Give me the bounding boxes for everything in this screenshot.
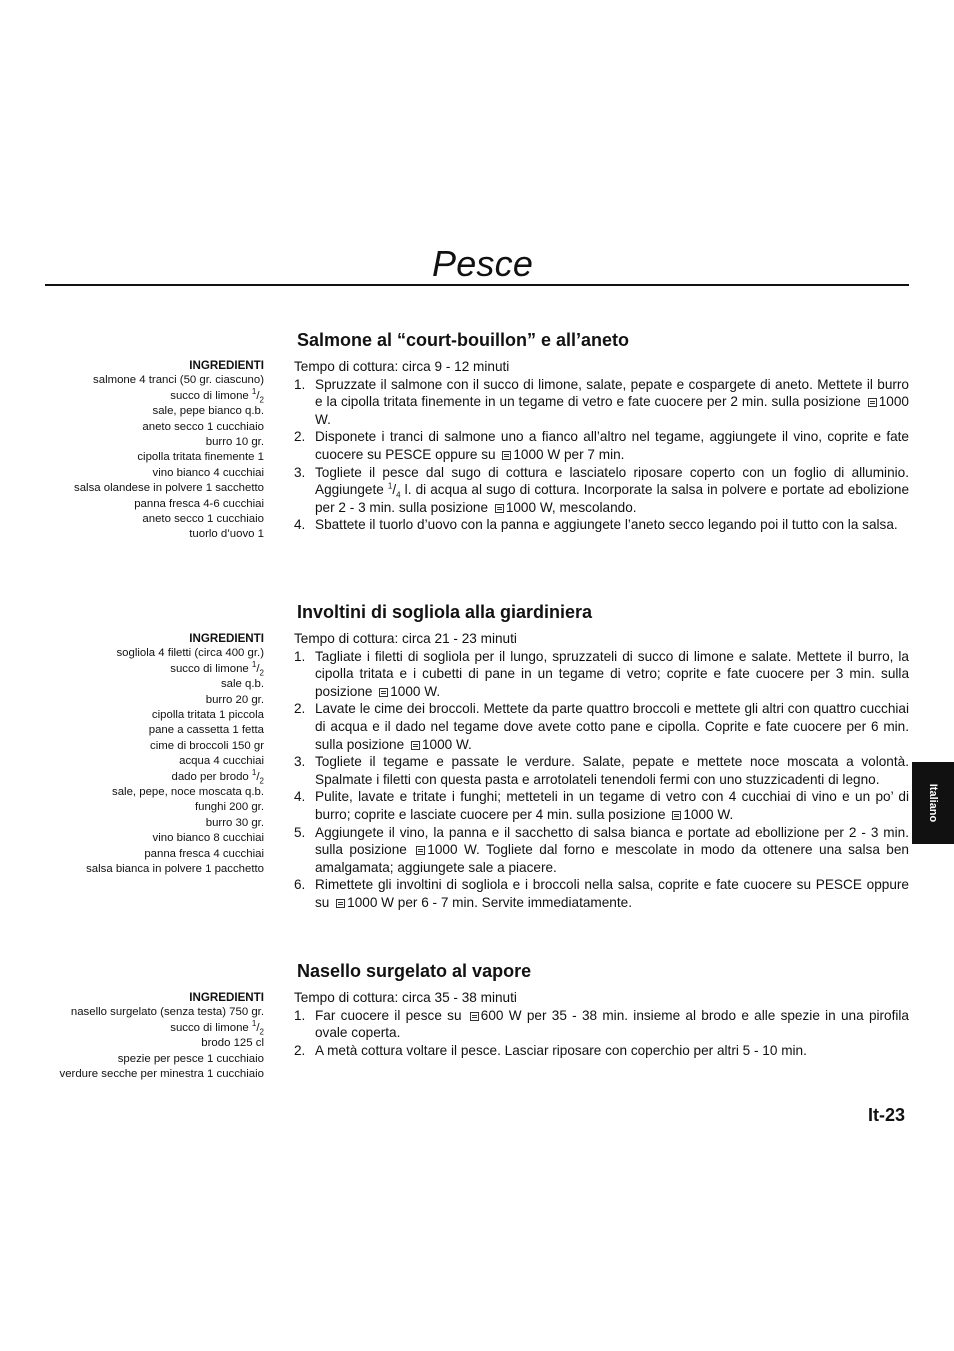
microwave-power-icon bbox=[336, 899, 345, 908]
ingredient-item: sale q.b. bbox=[220, 678, 264, 691]
ingredient-item: succo di limone $^1/_2$ bbox=[170, 1019, 264, 1037]
fraction: $^1/_2$ bbox=[251, 660, 264, 678]
ingredients-nasello bbox=[24, 990, 264, 1082]
microwave-power-icon bbox=[868, 398, 877, 407]
step-number: 1. bbox=[294, 376, 306, 392]
step-item: 1. Far cuocere il pesce su 600 W per 35 - 38 min. insieme al brodo e alle spezie in una pirofila ovale coperta. bbox=[294, 1007, 909, 1041]
ingredient-item: sale, pepe, noce moscata q.b. bbox=[112, 786, 264, 799]
step-item: 1. Tagliate i filetti di sogliola per il lungo, spruzzateli di succo di limone e salate. Mettete il burro, la cipolla tritata e i cubetti di pane in un tegame di vetro; coprite e fate cuocere per 3 min. sulla posizione 1000 W. bbox=[294, 648, 909, 699]
ingredient-item: salsa bianca in polvere 1 pacchetto bbox=[86, 863, 264, 876]
step-item: 5. Aggiungete il vino, la panna e il sacchetto di salsa bianca e portate ad ebollizione per 2 - 3 min. sulla posizione 1000 W. Togliete dal forno e mescolate in modo da ottenere una salsa ben amalgamata; aggiungete sale a piacere. bbox=[294, 824, 909, 875]
microwave-power-icon bbox=[416, 846, 425, 855]
ingredient-item: cipolla tritata finemente 1 bbox=[137, 451, 264, 464]
step-item: 6. Rimettete gli involtini di sogliola e i broccoli nella salsa, coprite e fate cuocere su PESCE oppure su 1000 W per 6 - 7 min. Servite immediatamente. bbox=[294, 877, 909, 910]
step-number: 2. bbox=[294, 1042, 306, 1058]
ingredient-item: verdure secche per minestra 1 cucchiaio bbox=[59, 1068, 264, 1081]
ingredients-heading: INGREDIENTI bbox=[189, 991, 264, 1004]
language-tab-label: Italiano bbox=[927, 783, 939, 823]
ingredient-item: salmone 4 tranci (50 gr. ciascuno) bbox=[93, 374, 264, 387]
ingredient-item: burro 30 gr. bbox=[205, 816, 264, 829]
microwave-power-icon bbox=[672, 811, 681, 820]
step-item: 4. Pulite, lavate e tritate i funghi; metteteli in un tegame di vetro con 4 cucchiai di vino e un po’ di burro; coprite e lasciate cuocere per 4 min. sulla posizione 1000 W. bbox=[294, 789, 909, 822]
steps-list bbox=[294, 1007, 909, 1060]
ingredient-item: vino bianco 8 cucchiai bbox=[152, 832, 264, 845]
ingredient-item: spezie per pesce 1 cucchiaio bbox=[117, 1052, 264, 1065]
microwave-power-icon bbox=[502, 451, 511, 460]
recipe-body-salmone bbox=[294, 358, 909, 534]
fraction: $^1/_2$ bbox=[251, 1019, 264, 1037]
recipe-title-salmone: Salmone al “court-bouillon” e all’aneto bbox=[297, 330, 630, 350]
ingredients-salmone bbox=[24, 358, 264, 543]
ingredient-item: burro 20 gr. bbox=[205, 693, 264, 706]
microwave-power-icon bbox=[470, 1012, 479, 1021]
cooking-time: Tempo di cottura: circa 21 - 23 minuti bbox=[294, 631, 517, 646]
ingredient-item: brodo 125 cl bbox=[201, 1037, 264, 1050]
fraction: $^1/_4$ bbox=[387, 481, 401, 500]
step-number: 1. bbox=[294, 1007, 306, 1023]
ingredient-item: sale, pepe bianco q.b. bbox=[152, 405, 264, 418]
recipe-body-sogliola bbox=[294, 630, 909, 912]
microwave-power-icon bbox=[379, 688, 388, 697]
step-number: 5. bbox=[294, 824, 306, 840]
recipe-body-nasello bbox=[294, 989, 909, 1059]
ingredient-item: aneto secco 1 cucchiaio bbox=[142, 420, 264, 433]
step-number: 3. bbox=[294, 754, 306, 770]
ingredients-heading: INGREDIENTI bbox=[189, 632, 264, 645]
page-title: Pesce bbox=[432, 243, 534, 284]
title-rule bbox=[45, 284, 909, 286]
step-number: 1. bbox=[294, 648, 306, 664]
fraction: $^1/_2$ bbox=[251, 387, 264, 405]
steps-list bbox=[294, 648, 909, 912]
microwave-power-icon bbox=[495, 504, 504, 513]
ingredient-item: aneto secco 1 cucchiaio bbox=[142, 513, 264, 526]
step-item: 3. Togliete il pesce dal sugo di cottura e lasciatelo riposare coperto con un foglio di alluminio. Aggiungete $^1/_4$ l. di acqua al sugo di cottura. Incorporate la salsa in polvere e portate ad ebolizione per 2 - 3 min. sulla posizione 1000 W, mescolando. bbox=[294, 464, 910, 515]
recipe-title-sogliola: Involtini di sogliola alla giardiniera bbox=[297, 602, 593, 622]
ingredients-heading: INGREDIENTI bbox=[189, 359, 264, 372]
ingredient-item: panna fresca 4 cucchiai bbox=[144, 847, 264, 860]
language-tab bbox=[912, 762, 954, 844]
fraction: $^1/_2$ bbox=[251, 767, 264, 785]
ingredient-item: cipolla tritata 1 piccola bbox=[151, 709, 264, 722]
microwave-power-icon bbox=[411, 741, 420, 750]
step-item: 4. Sbattete il tuorlo d’uovo con la panna e aggiungete l’aneto secco legando poi il tutto con la salsa. bbox=[294, 517, 898, 533]
step-number: 2. bbox=[294, 429, 306, 445]
step-item: 1. Spruzzate il salmone con il succo di limone, salate, pepate e cospargete di aneto. Mettete il burro e la cipolla tritata finemente in un tegame di vetro e fate cuocere per 2 min. sulla posizione 1000 W. bbox=[294, 376, 909, 427]
step-item: 2. Disponete i tranci di salmone uno a fianco all’altro nel tegame, aggiungete il vino, coprite e fate cuocere su PESCE oppure su 1000 W per 7 min. bbox=[294, 429, 909, 462]
ingredient-item: succo di limone $^1/_2$ bbox=[170, 387, 264, 405]
step-number: 6. bbox=[294, 877, 306, 893]
ingredients-list bbox=[24, 373, 264, 542]
cooking-time: Tempo di cottura: circa 9 - 12 minuti bbox=[294, 359, 510, 374]
ingredients-list bbox=[24, 646, 264, 877]
ingredient-item: sogliola 4 filetti (circa 400 gr.) bbox=[116, 647, 264, 660]
ingredient-item: panna fresca 4-6 cucchiai bbox=[134, 497, 264, 510]
step-number: 4. bbox=[294, 517, 306, 533]
cooking-time: Tempo di cottura: circa 35 - 38 minuti bbox=[294, 990, 517, 1005]
page-number: It-23 bbox=[868, 1105, 906, 1125]
step-item: 2. Lavate le cime dei broccoli. Mettete da parte quattro broccoli e mettete gli altri con quattro cucchiai di acqua e il dado nel tegame dove avete cotto pane e cipolla. Coprite e fate cuocere per 6 min. sulla posizione 1000 W. bbox=[294, 701, 909, 752]
ingredient-item: nasello surgelato (senza testa) 750 gr. bbox=[70, 1006, 264, 1019]
ingredient-item: vino bianco 4 cucchiai bbox=[152, 466, 264, 479]
ingredient-item: cime di broccoli 150 gr bbox=[150, 739, 264, 752]
step-item: 2. A metà cottura voltare il pesce. Lasciar riposare con coperchio per altri 5 - 10 min. bbox=[294, 1042, 807, 1058]
ingredients-sogliola bbox=[24, 631, 264, 878]
ingredient-item: funghi 200 gr. bbox=[194, 801, 264, 814]
ingredient-item: burro 10 gr. bbox=[205, 436, 264, 449]
step-item: 3. Togliete il tegame e passate le verdure. Salate, pepate e mettete noce moscata a volontà. Spalmate i filetti con questa pasta e arrotolateli tenendoli fermi con uno stuzzicadenti di legno. bbox=[294, 754, 909, 787]
ingredient-item: acqua 4 cucchiai bbox=[179, 755, 264, 768]
ingredient-item: succo di limone $^1/_2$ bbox=[170, 660, 264, 678]
step-number: 3. bbox=[294, 464, 306, 480]
ingredient-item: pane a cassetta 1 fetta bbox=[148, 724, 264, 737]
ingredient-item: dado per brodo $^1/_2$ bbox=[171, 767, 264, 785]
recipe-title-nasello: Nasello surgelato al vapore bbox=[297, 961, 532, 981]
steps-list bbox=[294, 376, 909, 534]
step-number: 4. bbox=[294, 789, 306, 805]
ingredient-item: tuorlo d’uovo 1 bbox=[189, 528, 264, 541]
step-number: 2. bbox=[294, 701, 306, 717]
ingredients-list bbox=[24, 1005, 264, 1082]
ingredient-item: salsa olandese in polvere 1 sacchetto bbox=[74, 482, 264, 495]
